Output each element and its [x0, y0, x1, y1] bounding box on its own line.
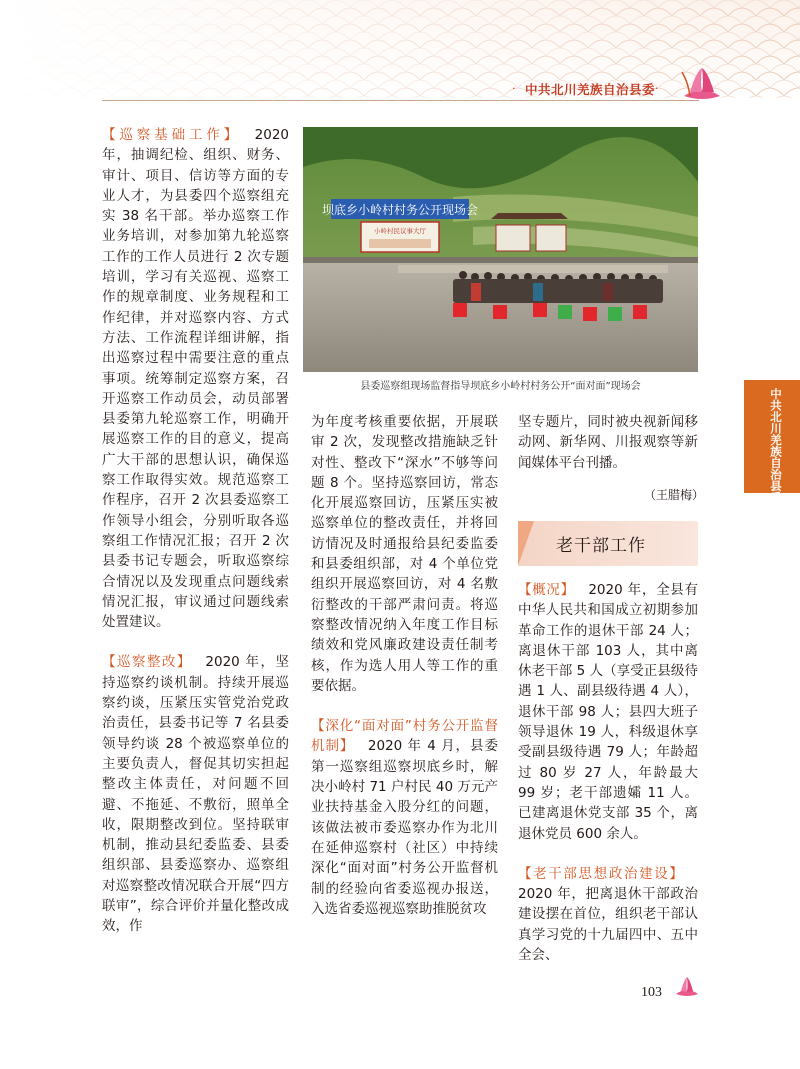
paragraph-body: 2020 年，抽调纪检、组织、财务、审计、项目、信访等方面的专业人才，为县委四个巡察组充实 38 名干部。举办巡察工作业务培训，对参加第九轮巡察工作的工作人员进行 2 次专题培训，学习有关巡视、巡察工作的规章制度、业务规程和工作纪律，并对巡察内容、方式方法、工作流程详细讲解，指出巡察过程中需要注意的重点事项。统筹制定巡察方案，召开巡察工作动员会，动员部署县委第九轮巡察工作，明确开展巡察工作的目的意义，提高广大干部的思想认识，确保巡察工作取得实效。规范巡察工作程序，召开 2 次县委巡察工作领导小组会，分别听取各巡察组工作情况汇报；召开 2 次县委书记专题会，听取巡察综合情况以及发现重点问题线索情况汇报，审议通过问题线索处置建议。 — [102, 127, 289, 631]
paragraph: 为年度考核重要依据，开展联审 2 次，发现整改措施缺乏针对性、整改下“深水”不够等问题 8 个。坚持巡察回访，常态化开展巡察回访，压紧压实被巡察单位的整改责任，并将回访情况及时通报给县纪委监委和县委组织部，对 4 个单位党组织开展巡察回访，对 4 名敷衍整改的干部严肃问责。将巡察整改情况纳入年度工作目标绩效和党风廉政建设责任制考核，作为选人用人等工作的重要依据。 — [311, 414, 498, 694]
section-heading: 【巡察基础工作】 — [102, 127, 242, 143]
header-dot-right: · — [655, 82, 659, 95]
lotus-logo-icon — [680, 66, 724, 102]
board-right — [491, 213, 568, 251]
header-rule — [102, 100, 699, 101]
paragraph: 坚专题片，同时被央视新闻移动网、新华网、川报观察等新闻媒体平台刊播。 — [518, 414, 698, 471]
banner-accent — [518, 521, 534, 566]
photo-caption: 县委巡察组现场监督指导坝底乡小岭村村务公开“面对面”现场会 — [360, 381, 641, 392]
section-heading: 【概况】 — [518, 582, 575, 598]
photo-illustration — [303, 127, 698, 372]
column-2 — [311, 412, 498, 919]
paragraph-body: 2020 年，全县有中华人民共和国成立初期参加革命工作的退休干部 24 人；离退休干部 103 人，其中离休老干部 5 人（享受正县级待遇 1 人、副县级待遇 4 人），退休干部 98 人；县四大班子领导退休 19 人，科级退休享受副县级待遇 79 人；年龄超过 80 岁 27 人，年龄最大 99 岁；老干部遗孀 11 人。已建离退休党支部 35 个，离退休党员 600 余人。 — [518, 582, 699, 842]
paragraph-body: 2020 年 4 月，县委第一巡察组巡察坝底乡时，解决小岭村 71 户村民 40 万元产业扶持基金入股分红的问题，该做法被市委巡察办作为北川在延伸巡察村（社区）中持续深化“面对面”村务公开监督机制的经验向省委巡视办报送，入选省委巡视巡察助推脱贫攻 — [311, 738, 498, 917]
paragraph — [102, 652, 289, 936]
photo — [303, 127, 698, 372]
board-title: 小岭村民议事大厅 — [374, 227, 426, 235]
author-signature: （王腊梅） — [644, 488, 705, 502]
column-3-lower — [518, 580, 698, 965]
page-lotus-icon — [674, 976, 700, 998]
section-heading: 【巡察整改】 — [102, 654, 192, 671]
page-number: 103 — [641, 985, 662, 1000]
paragraph — [518, 864, 698, 965]
section-banner — [518, 521, 698, 566]
paragraph-body: 2020 年，坚持巡察约谈机制。持续开展巡察约谈，压紧压实管党治党政治责任，县委书记等 7 名县委领导约谈 28 个被巡察单位的主要负责人，督促其切实担起整改主体责任，对问题不回避、不拖延、不敷衍，照单全收，限期整改到位。坚持联审机制，推动县纪委监委、县委组织部、县委巡察办、巡察组对巡察整改情况联合开展“四方联审”，综合评价并量化整改成效，作 — [102, 654, 290, 935]
board-left — [361, 222, 439, 252]
section-title: 老干部工作 — [556, 536, 646, 556]
header-title: 中共北川羌族自治县委 — [525, 82, 656, 97]
banner-text: 坝底乡小岭村村务公开现场会 — [321, 203, 479, 217]
section-heading: 【老干部思想政治建设】 — [518, 865, 685, 882]
header-dot-left: · — [512, 82, 516, 95]
paragraph — [102, 125, 289, 632]
side-tab-label: 中共北川羌族自治县委 — [769, 388, 783, 503]
paragraph — [311, 716, 498, 919]
banner-sign — [322, 199, 478, 219]
paragraph — [518, 580, 698, 844]
column-3 — [518, 412, 698, 473]
column-1 — [102, 125, 289, 937]
section-heading: 【深化“面对面”村务公开监督机制】 — [311, 718, 498, 755]
paragraph-body: 2020 年，把离退休干部政治建设摆在首位，组织老干部认真学习党的十九届四中、五中全会、 — [518, 886, 698, 964]
